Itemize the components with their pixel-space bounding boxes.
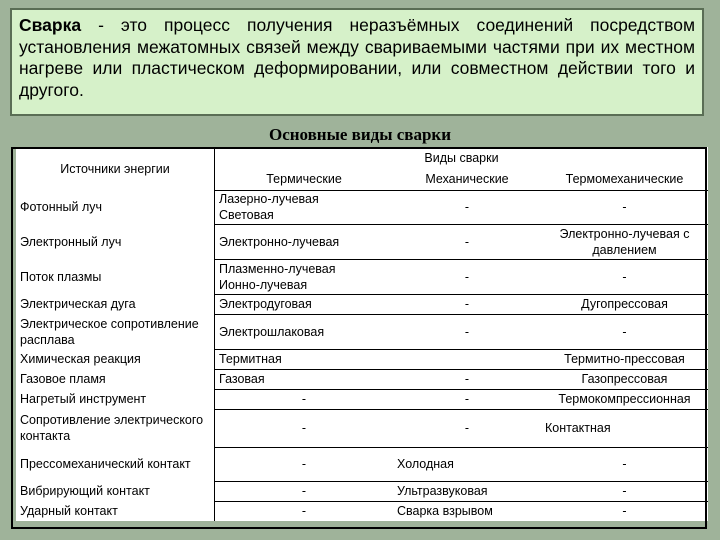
thermomechanical-cell: Дугопрессовая xyxy=(541,294,708,314)
thermomechanical-cell: Термитно-прессовая xyxy=(541,349,708,369)
energy-source: Вибрирующий контакт xyxy=(16,481,215,501)
thermomechanical-cell: - xyxy=(541,314,708,349)
thermal-cell: Термитная xyxy=(215,349,394,369)
header-thermal: Термические xyxy=(215,169,394,190)
mechanical-cell: - xyxy=(393,224,541,259)
thermal-cell: Электрошлаковая xyxy=(215,314,394,349)
mechanical-cell: - xyxy=(393,409,541,447)
section-title: Основные виды сварки xyxy=(268,125,452,144)
thermal-cell: - xyxy=(215,501,394,521)
thermomechanical-cell: Газопрессовая xyxy=(541,369,708,389)
mechanical-cell: Холодная xyxy=(393,447,541,481)
energy-source: Электронный луч xyxy=(16,224,215,259)
thermomechanical-cell: Термокомпрессионная xyxy=(541,389,708,409)
energy-source: Химическая реакция xyxy=(16,349,215,369)
thermal-cell: - xyxy=(215,409,394,447)
thermal-line: Плазменно-лучевая xyxy=(219,261,336,276)
definition-text: - это процесс получения неразъёмных соединений посредством установления межатомных связей между свариваемыми частями при их местном нагреве или пластическом деформировании, или совместном действии того и другого. xyxy=(19,15,695,100)
energy-source: Электрическая дуга xyxy=(16,294,215,314)
thermal-line: Световая xyxy=(219,208,274,222)
mechanical-cell: - xyxy=(393,389,541,409)
thermal-cell: - xyxy=(215,481,394,501)
thermomechanical-cell: - xyxy=(541,447,708,481)
mechanical-cell: Ультразвуковая xyxy=(393,481,541,501)
mechanical-cell xyxy=(393,349,541,369)
thermal-cell: - xyxy=(215,389,394,409)
thermal-cell xyxy=(215,190,394,224)
energy-source: Прессомеханический контакт xyxy=(16,447,215,481)
welding-types-table xyxy=(16,147,708,521)
thermomechanical-cell: - xyxy=(541,259,708,294)
thermal-cell: Электронно-лучевая xyxy=(215,224,394,259)
header-welding-types: Виды сварки xyxy=(424,151,499,165)
mechanical-cell: - xyxy=(393,259,541,294)
energy-source: Ударный контакт xyxy=(16,501,215,521)
energy-source: Электрическое сопротивление расплава xyxy=(16,314,215,349)
mechanical-cell: - xyxy=(464,200,470,214)
definition-box xyxy=(10,8,704,116)
thermomechanical-cell: Электронно-лучевая с давлением xyxy=(541,224,708,259)
mechanical-cell: - xyxy=(393,294,541,314)
header-mechanical: Механические xyxy=(393,169,541,190)
table-row xyxy=(16,389,708,409)
energy-source: Газовое пламя xyxy=(16,369,215,389)
thermomechanical-cell: - xyxy=(541,501,708,521)
energy-source: Фотонный луч xyxy=(16,190,215,224)
table-row xyxy=(16,409,708,447)
table-row xyxy=(16,369,708,389)
thermal-cell: - xyxy=(215,447,394,481)
thermal-cell: Электродуговая xyxy=(215,294,394,314)
thermal-cell xyxy=(215,259,394,294)
mechanical-cell: - xyxy=(393,369,541,389)
thermomechanical-cell: Контактная xyxy=(541,409,708,447)
thermomechanical-cell: - xyxy=(622,200,627,214)
thermal-cell: Газовая xyxy=(215,369,394,389)
table-row xyxy=(16,224,708,259)
table-row xyxy=(16,314,708,349)
table-row xyxy=(16,259,708,294)
table-row xyxy=(16,349,708,369)
energy-source: Нагретый инструмент xyxy=(16,389,215,409)
table-row xyxy=(16,447,708,481)
thermal-line: Ионно-лучевая xyxy=(219,277,308,292)
mechanical-cell: Сварка взрывом xyxy=(393,501,541,521)
energy-source: Сопротивление электрического контакта xyxy=(16,409,215,447)
table-row xyxy=(16,190,708,224)
header-thermomechanical: Термомеханические xyxy=(541,169,708,190)
thermomechanical-cell: - xyxy=(541,481,708,501)
header-energy-sources: Источники энергии xyxy=(16,147,215,190)
table-row xyxy=(16,501,708,521)
table-row xyxy=(16,481,708,501)
mechanical-cell: - xyxy=(393,314,541,349)
definition-term: Сварка xyxy=(19,15,82,35)
table-row xyxy=(16,294,708,314)
thermal-line: Лазерно-лучевая xyxy=(219,192,319,206)
energy-source: Поток плазмы xyxy=(16,259,215,294)
